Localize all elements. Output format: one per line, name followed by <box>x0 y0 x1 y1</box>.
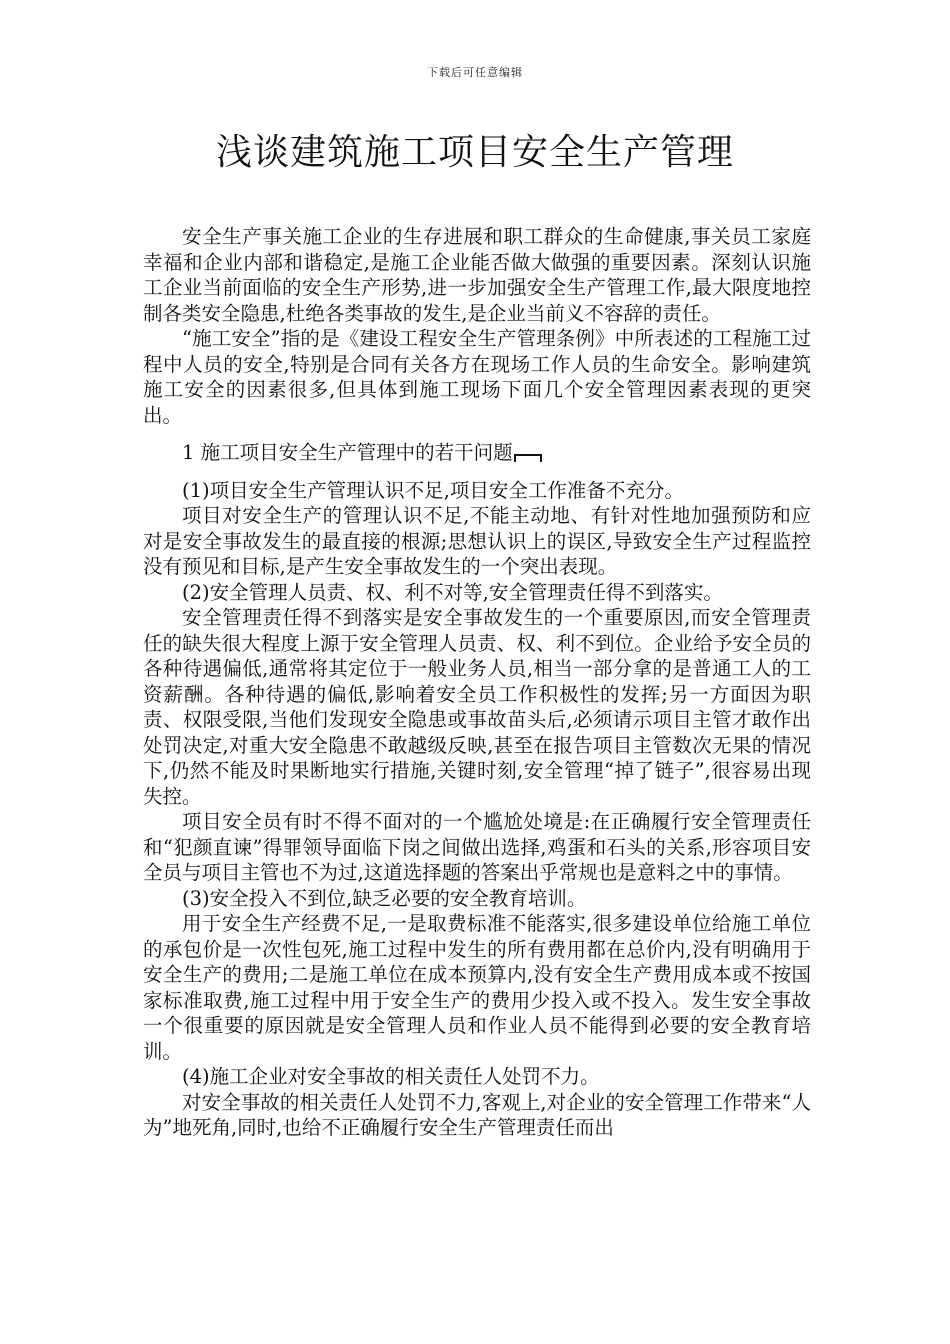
paragraph-intro: 安全生产事关施工企业的生存进展和职工群众的生命健康,事关员工家庭幸福和企业内部和谐稳定,是施工企业能否做大做强的重要因素。深刻认识施工企业当前面临的安全生产形势,进一步加强安全生产管理工作,最大限度地控制各类安全隐患,杜绝各类事故的发生,是企业当前义不容辞的责任。 <box>143 225 811 325</box>
paragraph-2a: 安全管理责任得不到落实是安全事故发生的一个重要原因,而安全管理责任的缺失很大程度上源于安全管理人员责、权、利不到位。企业给予安全员的各种待遇偏低,通常将其定位于一般业务人员,相当一部分拿的是普通工人的工资薪酬。各种待遇的偏低,影响着安全员工作积极性的发挥;另一方面因为职责、权限受限,当他们发现安全隐患或事故苗头后,必须请示项目主管才敢作出处罚决定,对重大安全隐患不敢越级反映,甚至在报告项目主管数次无果的情况下,仍然不能及时果断地实行措施,关键时刻,安全管理“掉了链子”,很容易出现失控。 <box>143 606 811 808</box>
document-title: 浅谈建筑施工项目安全生产管理 <box>215 132 734 173</box>
paragraph-2b: 项目安全员有时不得不面对的一个尴尬处境是:在正确履行安全管理责任和“犯颜直谏”得罪领导面临下岗之间做出选择,鸡蛋和石头的关系,形容项目安全员与项目主管也不为过,这道选择题的答案出乎常规也是意料之中的事情。 <box>143 810 811 884</box>
subheading-4: (4)施工企业对安全事故的相关责任人处罚不力。 <box>182 1065 600 1088</box>
paragraph-4: 对安全事故的相关责任人处罚不力,客观上,对企业的安全管理工作带来“人为”地死角,同时,也给不正确履行安全生产管理责任而出 <box>143 1090 811 1139</box>
subheading-2: (2)安全管理人员责、权、利不对等,安全管理责任得不到落实。 <box>182 580 723 604</box>
paragraph-3: 用于安全生产经费不足,一是取费标准不能落实,很多建设单位给施工单位的承包价是一次性包死,施工过程中发生的所有费用都在总价内,没有明确用于安全生产的费用;二是施工单位在成本预算内,没有安全生产费用成本或不按国家标准取费,施工过程中用于安全生产的费用少投入或不投入。发生安全事故一个很重要的原因就是安全管理人员和作业人员不能得到必要的安全教育培训。 <box>143 912 811 1063</box>
section-heading <box>143 440 811 466</box>
section-heading-text: 1 施工项目安全生产管理中的若干问题 <box>182 441 513 464</box>
paragraph-definition: “施工安全”指的是《建设工程安全生产管理条例》中所表述的工程施工过程中人员的安全,特别是合同有关各方在现场工作人员的生命安全。影响建筑施工安全的因素很多,但具体到施工现场下面几个安全管理因素表现的更突出。 <box>143 327 811 427</box>
subheading-3: (3)安全投入不到位,缺乏必要的安全教育培训。 <box>182 886 587 910</box>
subheading-1: (1)项目安全生产管理认识不足,项目安全工作准备不充分。 <box>182 478 684 502</box>
paragraph-1: 项目对安全生产的管理认识不足,不能主动地、有针对性地加强预防和应对是安全事故发生的最直接的根源;思想认识上的误区,导致安全生产过程监控没有预见和目标,是产生安全事故发生的一个突出表现。 <box>143 504 811 578</box>
header-note: 下载后可任意编辑 <box>427 66 523 79</box>
document-body <box>143 224 811 1141</box>
bracket-mark-icon <box>514 454 542 462</box>
